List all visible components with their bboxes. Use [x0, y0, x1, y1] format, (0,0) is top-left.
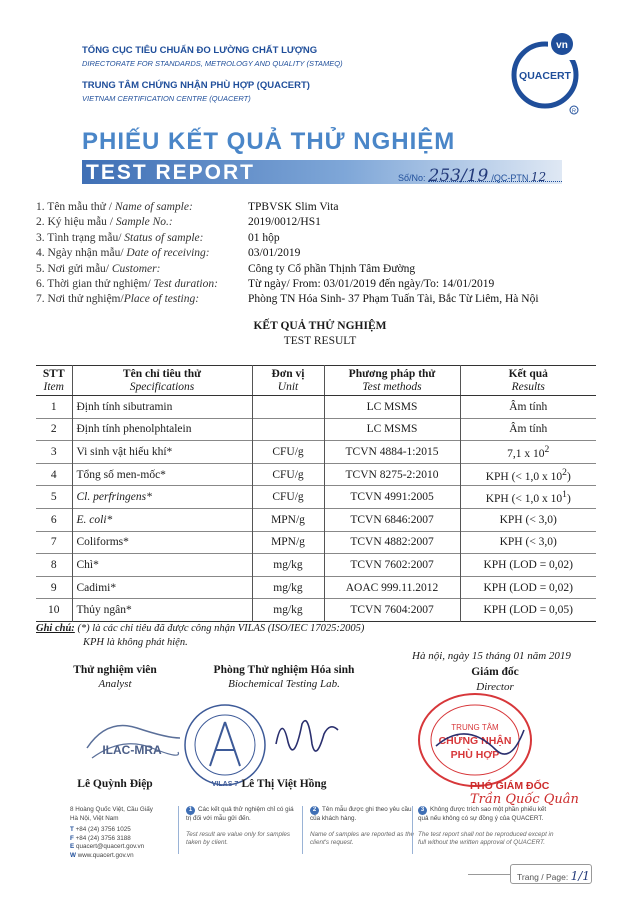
info-value: 03/01/2019 [248, 247, 301, 260]
table-row [36, 508, 596, 531]
info-label-en: Name of sample: [114, 201, 193, 213]
cell-stt: 8 [36, 554, 72, 577]
header-results: Kết quả Results [460, 366, 596, 396]
footer [70, 806, 580, 878]
cell-unit: CFU/g [252, 463, 324, 486]
svg-text:PHÙ HỢP: PHÙ HỢP [450, 749, 500, 761]
cell-name: E. coli* [72, 508, 252, 531]
info-row [36, 246, 539, 261]
deputy-title: PHÓ GIÁM ĐỐC [470, 780, 550, 792]
footer-separator [412, 806, 413, 854]
cell-method: LC MSMS [324, 418, 460, 441]
table-header-row [36, 366, 596, 396]
page-rule [468, 874, 510, 875]
official-red-stamp [416, 690, 534, 790]
cell-unit: mg/kg [252, 554, 324, 577]
header-specifications: Tên chỉ tiêu thử Specifications [72, 366, 252, 396]
info-label-vn: 2. Ký hiệu mẫu / [36, 216, 116, 229]
svg-text:R: R [572, 108, 576, 115]
info-value: Phòng TN Hóa Sinh- 37 Phạm Tuấn Tài, Bắc Từ Liêm, Hà Nội [248, 293, 539, 306]
info-row [36, 262, 539, 277]
deputy-name: Trần Quốc Quân [470, 792, 579, 807]
note-line1: (*) là các chỉ tiêu đã được công nhận VILAS (ISO/IEC 17025:2005) [74, 623, 365, 634]
header-stt: STT Item [36, 366, 72, 396]
report-number-suffix: /QC-PTN [491, 173, 529, 183]
info-value: TPBVSK Slim Vita [248, 201, 339, 213]
page-number: Trang / Page: 1/1 [510, 864, 592, 884]
cell-method: TCVN 7602:2007 [324, 554, 460, 577]
cell-method: TCVN 4991:2005 [324, 486, 460, 509]
vilas-stamp [180, 700, 270, 790]
svg-text:TRUNG TÂM: TRUNG TÂM [451, 723, 499, 732]
table-row [36, 441, 596, 464]
report-number-value: 253/19 [428, 166, 489, 186]
cell-result: KPH (LOD = 0,02) [483, 581, 574, 594]
info-row [36, 292, 539, 307]
analyst-title: Thử nghiệm viên [73, 664, 157, 676]
header-methods: Phương pháp thử Test methods [324, 366, 460, 396]
logo-text: QUACERT [519, 70, 571, 82]
info-label-vn: 1. Tên mẫu thử / [36, 201, 115, 213]
footer-note-3: 3 Không được trích sao một phần phiếu kết quả nếu không có sự đồng ý của QUACERT. The test report shall not be reproduced except in full without the written approval of QUACERT. [418, 806, 554, 846]
cell-name: Cadimi* [72, 576, 252, 599]
table-row [36, 396, 596, 419]
issue-date: Hà nội, ngày 15 tháng 01 năm 2019 [412, 650, 571, 662]
report-number-line [428, 181, 562, 182]
footer-note-2: 2 Tên mẫu được ghi theo yêu cầu của khách hàng. Name of samples are reported as the client's request. [310, 806, 414, 846]
center-name-vn: TRUNG TÂM CHỨNG NHẬN PHÙ HỢP (QUACERT) [82, 80, 310, 91]
table-row [36, 463, 596, 486]
cell-name: Vi sinh vật hiếu khí* [72, 441, 252, 464]
table-row [36, 418, 596, 441]
note-line2: KPH là không phát hiện. [83, 637, 188, 648]
title-vn: PHIẾU KẾT QUẢ THỬ NGHIỆM [82, 128, 456, 155]
cell-result: KPH (< 3,0) [499, 513, 557, 526]
table-row [36, 531, 596, 554]
cell-stt: 2 [36, 418, 72, 441]
org-name-vn: TỔNG CỤC TIÊU CHUẨN ĐO LƯỜNG CHẤT LƯỢNG [82, 45, 318, 56]
cell-unit [252, 396, 324, 419]
logo-vn-text: vn [556, 40, 568, 51]
lab-title: Phòng Thử nghiệm Hóa sinh [213, 664, 355, 676]
results-title-en: TEST RESULT [283, 335, 357, 347]
cell-name: Cl. perfringens* [72, 486, 252, 509]
lab-head-name: Lê Thị Việt Hồng [241, 778, 327, 790]
cell-stt: 5 [36, 486, 72, 509]
results-table [36, 365, 596, 622]
cell-stt: 6 [36, 508, 72, 531]
info-label-vn: 6. Thời gian thử nghiệm/ [36, 278, 154, 291]
cell-unit: CFU/g [252, 441, 324, 464]
info-label-en: Sample No.: [115, 216, 173, 229]
vilas-text: VILAS 7 [211, 781, 239, 788]
cell-method: TCVN 8275-2:2010 [324, 463, 460, 486]
cell-method: TCVN 4882:2007 [324, 531, 460, 554]
report-number-label: Số/No: [398, 173, 426, 183]
info-label-en: Date of receiving: [126, 247, 210, 260]
cell-unit: MPN/g [252, 531, 324, 554]
info-row [36, 231, 539, 246]
table-row [36, 554, 596, 577]
cell-method: LC MSMS [324, 396, 460, 419]
header-unit: Đơn vị Unit [252, 366, 324, 396]
info-value: 2019/0012/HS1 [248, 216, 321, 229]
info-label-en: Status of sample: [124, 231, 204, 244]
title-en: TEST REPORT [86, 161, 256, 184]
info-label-vn: 4. Ngày nhận mẫu/ [36, 247, 127, 260]
cell-stt: 7 [36, 531, 72, 554]
cell-unit [252, 418, 324, 441]
footer-separator [302, 806, 303, 854]
analyst-title-en: Analyst [98, 678, 132, 690]
lab-signature [268, 704, 348, 774]
info-label-vn: 7. Nơi thử nghiệm/ [36, 293, 124, 306]
cell-unit: CFU/g [252, 486, 324, 509]
cell-method: TCVN 6846:2007 [324, 508, 460, 531]
director-title-en: Director [476, 681, 514, 693]
info-value: 01 hộp [248, 231, 280, 244]
cell-stt: 10 [36, 599, 72, 622]
analyst-name: Lê Quỳnh Điệp [77, 778, 153, 790]
footer-address: 8 Hoàng Quốc Việt, Cầu Giấy Hà Nội, Việt Nam T +84 (24) 3756 1025 F +84 (24) 3756 3188 E quacert@quacert.gov.vn W www.quacert.gov.vn [70, 806, 153, 859]
cell-name: Định tính phenolphtalein [72, 418, 252, 441]
cell-method: TCVN 7604:2007 [324, 599, 460, 622]
info-row [36, 277, 539, 292]
cell-result: KPH (< 1,0 x $10^1$) [485, 489, 571, 506]
cell-method: AOAC 999.11.2012 [324, 576, 460, 599]
cell-stt: 3 [36, 441, 72, 464]
info-label-vn: 3. Tình trạng mẫu/ [36, 231, 125, 244]
cell-method: TCVN 4884-1:2015 [324, 441, 460, 464]
cell-result: Âm tính [509, 423, 548, 436]
note-label: Ghi chú: [36, 623, 75, 634]
cell-unit: mg/kg [252, 599, 324, 622]
lab-title-en: Biochemical Testing Lab. [228, 678, 340, 690]
sample-info [36, 200, 539, 308]
cell-name: Định tính sibutramin [72, 396, 252, 419]
quacert-logo [508, 30, 582, 116]
table-row [36, 576, 596, 599]
cell-stt: 4 [36, 463, 72, 486]
svg-text:CHỨNG NHẬN: CHỨNG NHẬN [438, 735, 512, 747]
director-title: Giám đốc [471, 666, 519, 678]
table-row [36, 599, 596, 622]
table-row [36, 486, 596, 509]
info-value: Từ ngày/ From: 03/01/2019 đến ngày/To: 14/01/2019 [248, 278, 495, 291]
info-label-en: Place of testing: [123, 293, 200, 306]
info-label-en: Test duration: [153, 278, 218, 291]
ilac-mra-mark [82, 708, 182, 774]
org-name-en: DIRECTORATE FOR STANDARDS, METROLOGY AND QUALITY (STAMEQ) [82, 59, 343, 68]
info-label-en: Customer: [111, 262, 161, 275]
ilac-mra-text: ILAC-MRA [102, 743, 162, 757]
info-row [36, 215, 539, 230]
center-name-en: VIETNAM CERTIFICATION CENTRE (QUACERT) [82, 94, 251, 103]
cell-unit: MPN/g [252, 508, 324, 531]
cell-name: Chì* [72, 554, 252, 577]
cell-name: Coliforms* [72, 531, 252, 554]
cell-result: KPH (< 3,0) [499, 536, 557, 549]
cell-name: Thủy ngân* [72, 599, 252, 622]
report-number-suffix-value: 12 [530, 170, 547, 184]
cell-result: KPH (LOD = 0,02) [483, 558, 574, 571]
footer-note-1: 1 Các kết quả thử nghiệm chỉ có giá trị đối với mẫu gửi đến. Test result are value only for samples taken by client. [186, 806, 294, 846]
cell-name: Tổng số men-mốc* [72, 463, 252, 486]
cell-result: KPH (< 1,0 x $10^2$) [485, 466, 571, 483]
note [36, 622, 364, 650]
cell-result: KPH (LOD = 0,05) [483, 604, 574, 617]
info-label-vn: 5. Nơi gửi mẫu/ [36, 262, 112, 275]
info-value: Công ty Cổ phần Thịnh Tâm Đường [248, 262, 416, 275]
cell-stt: 9 [36, 576, 72, 599]
results-title-vn: KẾT QUẢ THỬ NGHIỆM [253, 320, 387, 332]
report-number [398, 166, 546, 186]
cell-result: 7,1 x $10^2$ [507, 444, 550, 460]
cell-unit: mg/kg [252, 576, 324, 599]
info-row [36, 200, 539, 215]
cell-result: Âm tính [509, 400, 548, 413]
footer-separator [178, 806, 179, 854]
cell-stt: 1 [36, 396, 72, 419]
